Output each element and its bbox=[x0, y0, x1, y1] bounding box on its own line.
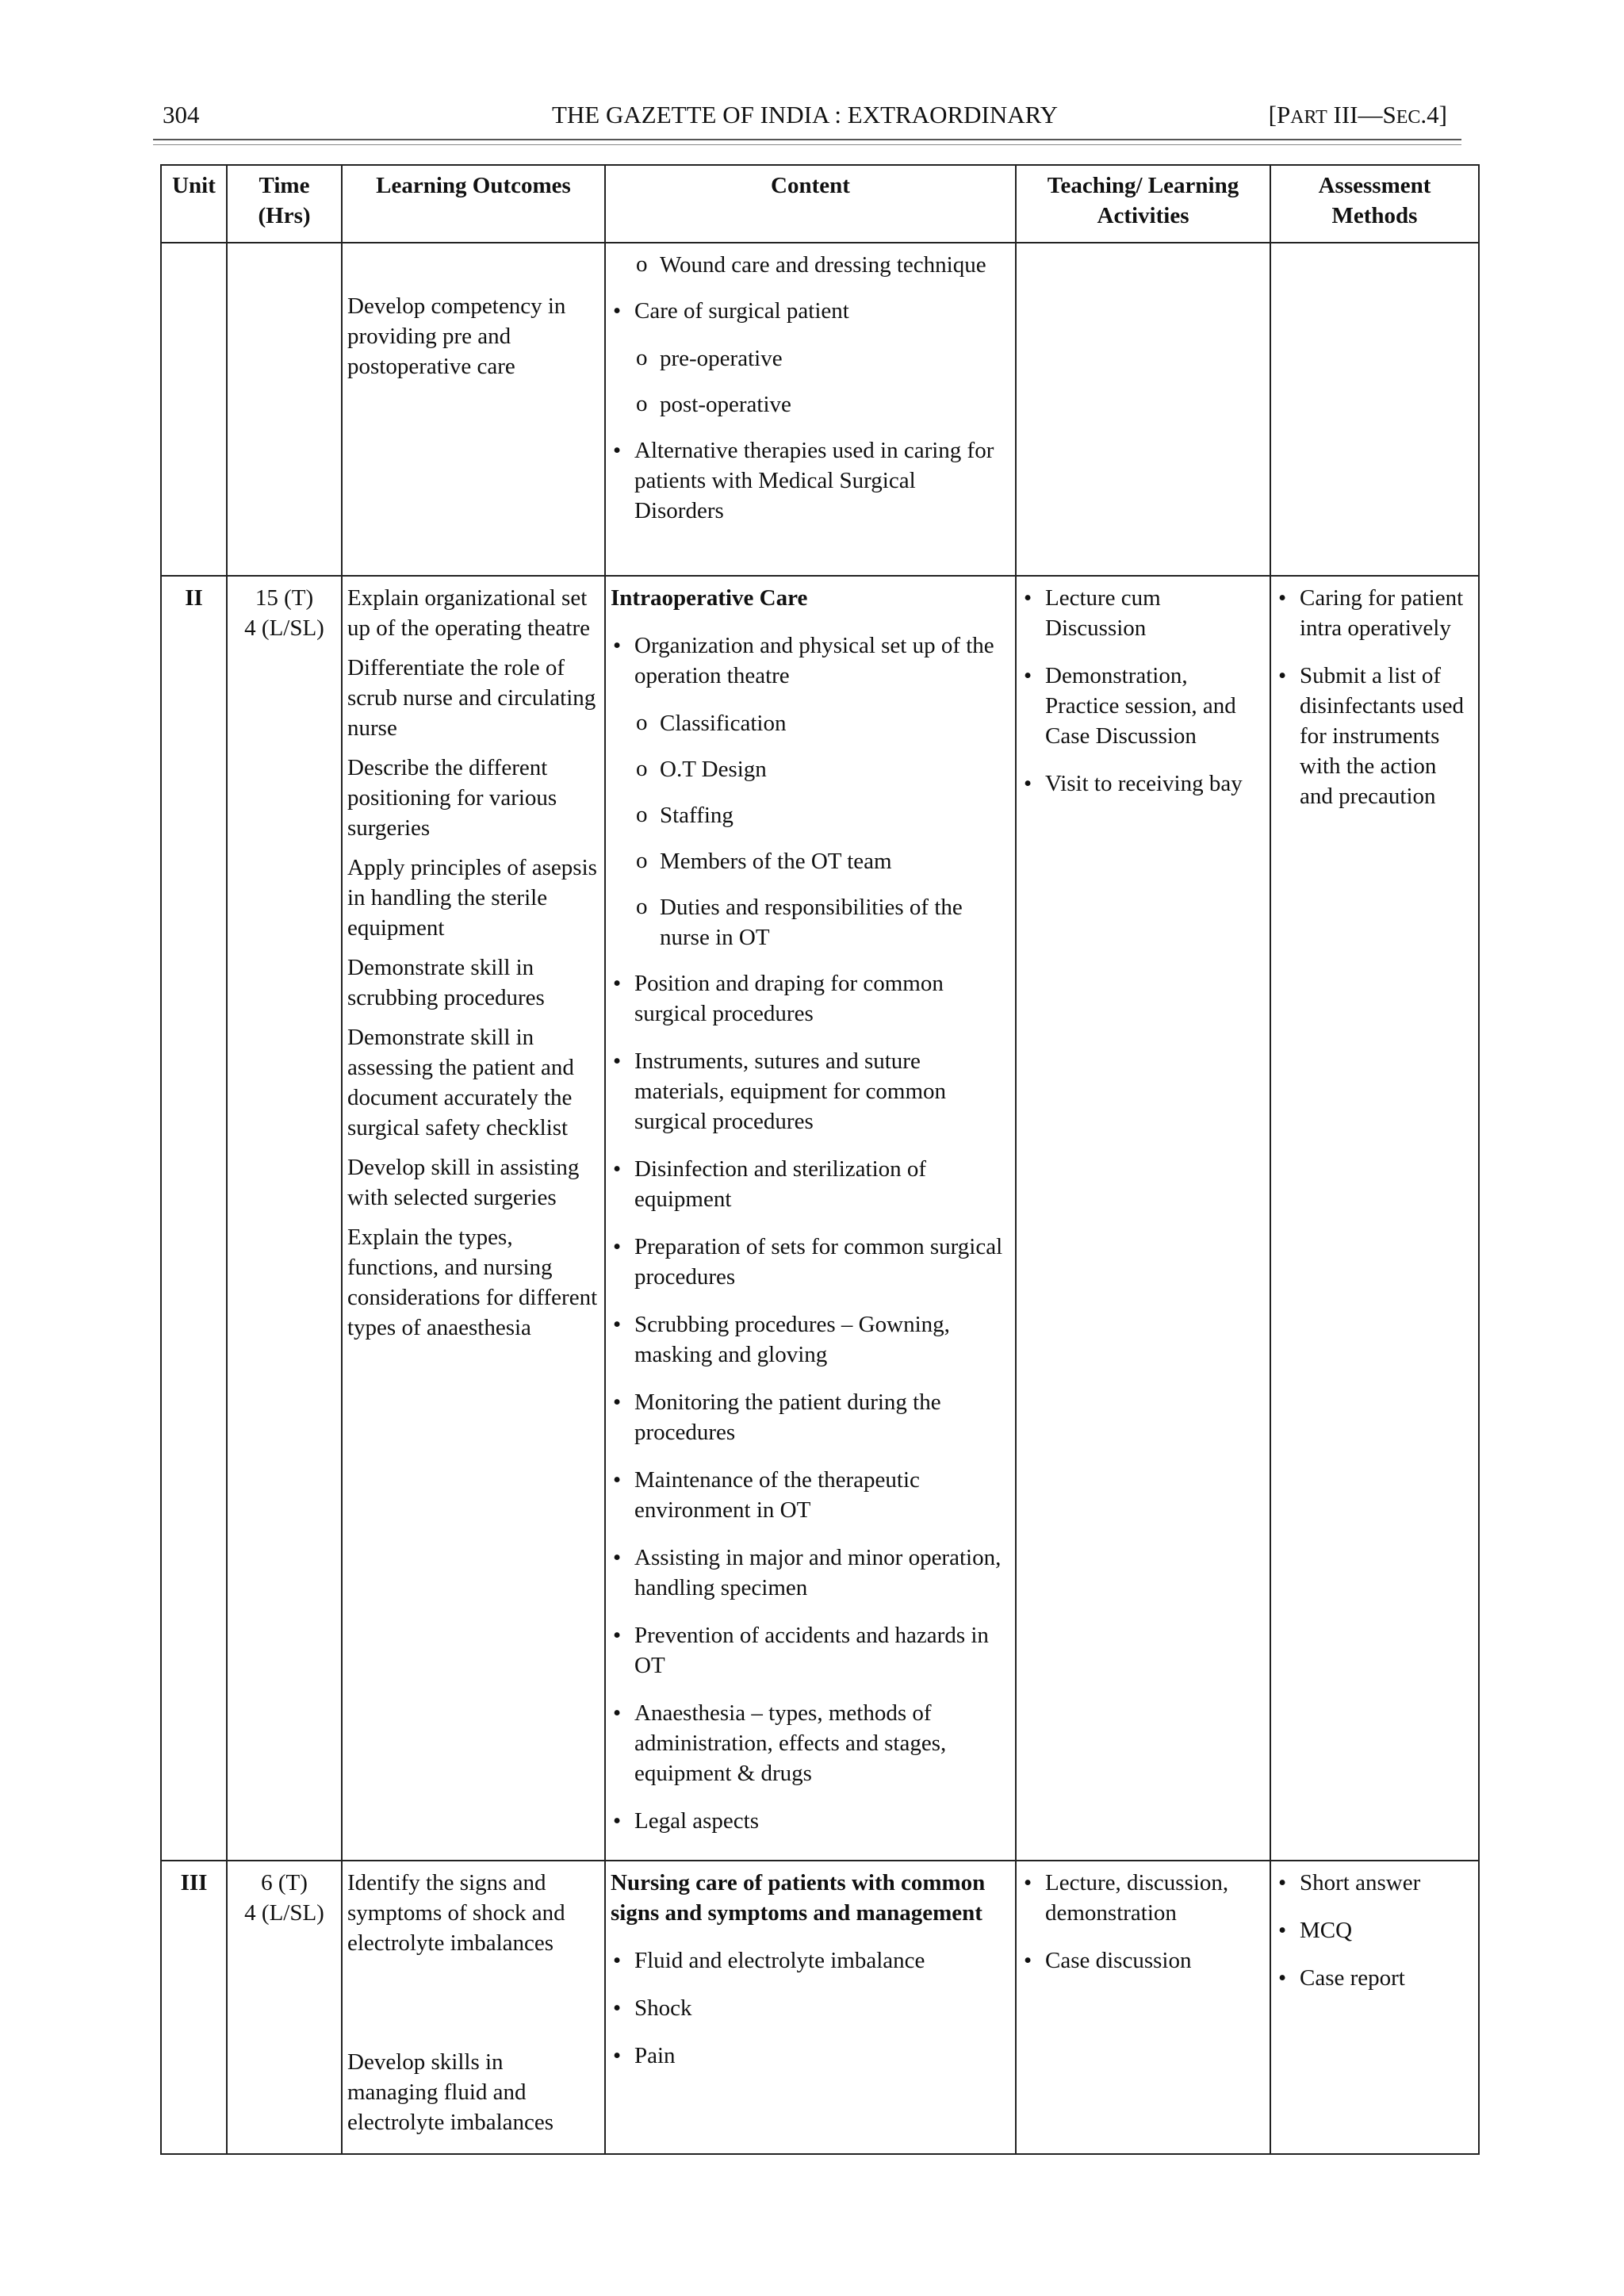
activity-item: • Lecture, discussion, demonstration bbox=[1021, 1868, 1265, 1928]
content-subitem: o O.T Design bbox=[611, 754, 1010, 784]
time-theory: 6 (T) bbox=[261, 1870, 308, 1895]
content-item: • Organization and physical set up of the operation theatre bbox=[611, 631, 1010, 691]
time-cell bbox=[227, 576, 342, 1861]
content-subitem: o Wound care and dressing technique bbox=[611, 250, 1010, 280]
content-subitem: o Classification bbox=[611, 708, 1010, 738]
part-section-label: [PART III—SEC.4] bbox=[1268, 101, 1447, 128]
header-rule-thin bbox=[153, 144, 1461, 145]
column-header-unit: Unit bbox=[161, 165, 227, 243]
learning-outcome: Identify the signs and symptoms of shock and electrolyte imbalances bbox=[347, 1870, 565, 1956]
activities-cell bbox=[1016, 1861, 1270, 2154]
learning-outcome: Apply principles of asepsis in handling the sterile equipment bbox=[347, 855, 597, 941]
outcomes-cell bbox=[342, 1861, 605, 2154]
learning-outcome: Demonstrate skill in scrubbing procedures bbox=[347, 955, 545, 1010]
activity-item: • Visit to receiving bay bbox=[1021, 769, 1265, 799]
learning-outcome: Develop skills in managing fluid and electrolyte imbalances bbox=[347, 2049, 554, 2135]
content-item: • Anaesthesia – types, methods of administration, effects and stages, equipment & drugs bbox=[611, 1698, 1010, 1788]
column-header-assessment: Assessment Methods bbox=[1270, 165, 1479, 243]
assessment-item: • Caring for patient intra operatively bbox=[1276, 583, 1473, 643]
content-item: • Scrubbing procedures – Gowning, masking and gloving bbox=[611, 1309, 1010, 1370]
content-subitem: o Duties and responsibilities of the nurse in OT bbox=[611, 892, 1010, 953]
unit-number: II bbox=[161, 576, 227, 1861]
content-item: • Position and draping for common surgical procedures bbox=[611, 968, 1010, 1029]
content-item: • Maintenance of the therapeutic environment in OT bbox=[611, 1465, 1010, 1525]
activity-item: • Lecture cum Discussion bbox=[1021, 583, 1265, 643]
learning-outcome: Develop competency in providing pre and postoperative care bbox=[347, 293, 566, 379]
gazette-title: THE GAZETTE OF INDIA : EXTRAORDINARY bbox=[551, 101, 1059, 128]
content-item: • Alternative therapies used in caring for patients with Medical Surgical Disorders bbox=[611, 435, 1010, 526]
content-cell bbox=[605, 576, 1016, 1861]
content-subitem: o Members of the OT team bbox=[611, 846, 1010, 876]
table-row-continued bbox=[161, 243, 1479, 576]
content-item: • Fluid and electrolyte imbalance bbox=[611, 1945, 1010, 1976]
page-header bbox=[163, 97, 1447, 133]
assessment-cell bbox=[1270, 576, 1479, 1861]
content-item: • Disinfection and sterilization of equipment bbox=[611, 1154, 1010, 1214]
assessment-item: • Case report bbox=[1276, 1963, 1473, 1993]
time-lab: 4 (L/SL) bbox=[244, 1900, 324, 1926]
assessment-item: • Submit a list of disinfectants used for instruments with the action and precaution bbox=[1276, 661, 1473, 811]
content-item: • Monitoring the patient during the procedures bbox=[611, 1387, 1010, 1447]
time-cell bbox=[227, 1861, 342, 2154]
content-item: • Care of surgical patient bbox=[611, 296, 1010, 326]
activity-item: • Case discussion bbox=[1021, 1945, 1265, 1976]
outcomes-cell bbox=[342, 576, 605, 1861]
time-theory: 15 (T) bbox=[255, 585, 314, 611]
learning-outcome: Differentiate the role of scrub nurse and circulating nurse bbox=[347, 655, 596, 741]
content-item: • Assisting in major and minor operation, handling specimen bbox=[611, 1543, 1010, 1603]
assessment-item: • MCQ bbox=[1276, 1915, 1473, 1945]
activities-cell bbox=[1016, 576, 1270, 1861]
learning-outcome: Develop skill in assisting with selected surgeries bbox=[347, 1155, 580, 1210]
learning-outcome: Explain the types, functions, and nursing considerations for different types of anaesthesia bbox=[347, 1225, 598, 1340]
assessment-cell bbox=[1270, 243, 1479, 576]
table-row-unit-iii bbox=[161, 1861, 1479, 2154]
syllabus-table bbox=[160, 164, 1480, 2155]
assessment-cell bbox=[1270, 1861, 1479, 2154]
time-lab: 4 (L/SL) bbox=[244, 615, 324, 641]
learning-outcome: Demonstrate skill in assessing the patient and document accurately the surgical safety checklist bbox=[347, 1025, 574, 1140]
unit-cell bbox=[161, 243, 227, 576]
column-header-activities: Teaching/ Learning Activities bbox=[1016, 165, 1270, 243]
header-rule bbox=[153, 139, 1461, 140]
activities-cell bbox=[1016, 243, 1270, 576]
content-heading: Intraoperative Care bbox=[611, 585, 808, 611]
unit-number: III bbox=[161, 1861, 227, 2154]
learning-outcome: Describe the different positioning for various surgeries bbox=[347, 755, 557, 841]
content-item: • Legal aspects bbox=[611, 1806, 1010, 1836]
column-header-time: Time (Hrs) bbox=[227, 165, 342, 243]
content-item: • Prevention of accidents and hazards in OT bbox=[611, 1620, 1010, 1681]
content-subitem: o post-operative bbox=[611, 389, 1010, 420]
assessment-item: • Short answer bbox=[1276, 1868, 1473, 1898]
table-header-row bbox=[161, 165, 1479, 243]
content-item: • Instruments, sutures and suture materials, equipment for common surgical procedures bbox=[611, 1046, 1010, 1137]
column-header-content: Content bbox=[605, 165, 1016, 243]
time-cell bbox=[227, 243, 342, 576]
content-heading: Nursing care of patients with common signs and symptoms and management bbox=[611, 1870, 986, 1926]
content-cell bbox=[605, 1861, 1016, 2154]
content-subitem: o pre-operative bbox=[611, 343, 1010, 374]
content-item: • Shock bbox=[611, 1993, 1010, 2023]
table-row-unit-ii bbox=[161, 576, 1479, 1861]
content-cell bbox=[605, 243, 1016, 576]
content-item: • Preparation of sets for common surgical procedures bbox=[611, 1232, 1010, 1292]
column-header-learning-outcomes: Learning Outcomes bbox=[342, 165, 605, 243]
page-number: 304 bbox=[163, 101, 200, 128]
content-subitem: o Staffing bbox=[611, 800, 1010, 830]
outcomes-cell bbox=[342, 243, 605, 576]
activity-item: • Demonstration, Practice session, and Case Discussion bbox=[1021, 661, 1265, 751]
content-item: • Pain bbox=[611, 2041, 1010, 2071]
learning-outcome: Explain organizational set up of the operating theatre bbox=[347, 585, 590, 641]
